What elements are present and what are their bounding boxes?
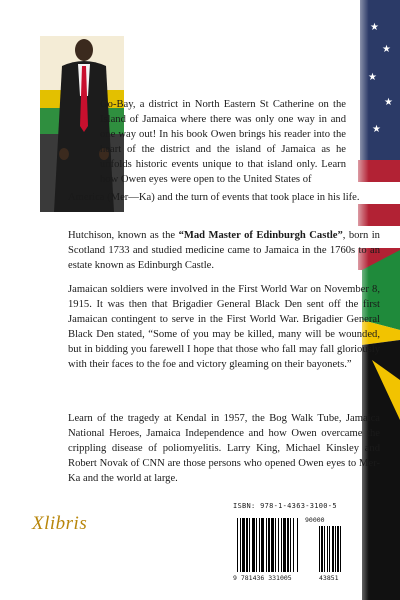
barcode (233, 514, 348, 584)
intro-paragraph: Go-Bay, a district in North Eastern St Catherine on the Island of Jamaica where there was only one way in and one way out! In his book Owen brings his reader into the heart of the district and the island of Jamaica as he unfolds historic events unique to that island only. Learn how Owen eyes were open to the United States of (100, 99, 346, 185)
barcode-extra: 43851 (319, 574, 339, 582)
hutchison-text-after: , born in Scotland 1733 and studied medicine came to Jamaica in the 1760s to an estate known as Edinburgh Castle. (68, 230, 380, 271)
intro-paragraph-tail: America (Mer—Ka) and the turn of events that took place in his life. (68, 192, 360, 203)
publisher-logo: Xlibris (32, 513, 88, 534)
learn-paragraph: Learn of the tragedy at Kendal in 1957, the Bog Walk Tube, Jamaica National Heroes, Jamaica Independence and how Owen overcame the crippling disease of poliomyelitis. Larry King, Michael Kinsley and Robert Novak of CNN are those persons who opened Owen eyes to Mer-Ka and the world at large. (68, 413, 380, 484)
soldiers-paragraph: Jamaican soldiers were involved in the First World War on November 8, 1915. It was then that Brigadier General Black Den sent off the first Jamaican contingent to serve in the First World War. Brigadier General Black Den stated, “Some of you may be killed, many will be wounded, but in bidding you farewell I hope that those who fall may fall gloriously with their faces to the foe and victory gleaming on their bayonets.” (68, 284, 380, 370)
barcode-price-code: 90000 (305, 516, 325, 524)
hutchison-paragraph (68, 229, 380, 274)
hutchison-text-before: Hutchison, known as the (68, 230, 179, 241)
hutchison-title: “Mad Master of Edinburgh Castle” (178, 230, 343, 241)
barcode-digits: 9 781436 331005 (233, 574, 292, 582)
isbn-label: ISBN: 978-1-4363-3100-5 (233, 502, 337, 510)
